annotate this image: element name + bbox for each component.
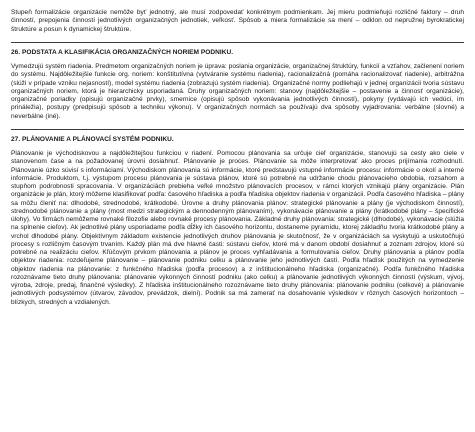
section-26-heading: 26. PODSTATA A KLASIFIKÁCIA ORGANIZAČNÝCH NORIEM PODNIKU. [11, 48, 234, 56]
section-26-body: Vymedzujú systém riadenia. Predmetom organizačných noriem je úprava: poslania organizácie, organizačnej štruktúry, funkcií a vzťahov, začlenení noriem do systému. Najdôležitejšie funkcie org. noriem: konštitutívna (vytváranie systému riadenia), racionalizačná (pomáha racionalizovať riadenie), arbitrážna (slúži v prípade vzniku nejasností), model systému riadenia (zobrazujú systém riadenia). Organizačné normy podliehajú v jednej organizácii tvoria sústavu organizačných noriem, ktorá je hierarchicky usporiadaná. Druhy organizačných noriem: stanovy (najdôležitejšie – postavenie a činnosť organizácie), organizačné poriadky (opisujú organizačné prvky), smernice (opisujú spôsob vykonávania jednotlivých činností), pokyny (vydávajú ich vedúci, im prináležia), postupy (predpisujú spôsob a techniku výkonu). V organizačných normách sa používajú dva spôsoby vyjadrovania: verbálne (slovné) a neverbálne (iné). [11, 63, 464, 120]
intro-paragraph: Stupeň formalizácie organizácie nemôže byť jednotný, ale musí zodpovedať konkrétnym podmienkam. Jej mieru podmieňujú rozličné faktory – druh činností, prepojenia činností jednotlivých organizačných jednotiek, veľkosť. Spôsob a miera formalizácie sa mení – odklon od nepružnej byrokratickej štruktúre a posun k dynamickej štruktúre. [11, 9, 464, 33]
section-27-heading: 27. PLÁNOVANIE A PLÁNOVACÍ SYSTÉM PODNIKU. [11, 135, 174, 143]
section-27-body: Plánovanie je východiskovou a najdôležitejšou funkciou v riadení. Pomocou plánovania sa určuje cieľ organizácie, stanovujú sa cesty ako ciele v stanovenom čase a na požadovanej úrovni dosiahnuť. Plánovanie je proces. Plánovanie sa môže interpretovať ako proces prijímania rozhodnutí. Plánovanie úzko súvisí s informáciami. Východiskom plánovania sú informácie, ktoré predstavujú vstupné informácie procesu: informácie o okolí a interné informácie. Produktom, t.j. výstupom procesu plánovania je sústava plánov, ktoré sú potrebné na udržanie chodu plánovacieho obdobia, rozsahom a stupňom podrobnosti spracovania. V organizáciách prebieha veľké množstvo plánovacích procesov, v rámci ktorých vznikajú plány organizácie. Plán organizácie je plán, ktorý môžeme klasifikovať podľa: časového hľadiska a podľa hľadiska objektov riadenia v organizácii. Podľa časového hľadiska – plány sa môžu členiť na: dlhodobé, strednodobé, krátkodobé. Úrovne a druhy plánovania plánov: strategické plánovanie a plány (je východiskom činností), strednodobé plánovanie a plány (most medzi strategickým a dennodenným plánovaním), vykonávacie plánovanie a plány (krátkodobé plány – špecifické úlohy). Vo firmách nemôžeme rovnaké filozofie alebo rovnaké procesy plánovania. Základné druhy plánovania: strategické (dlhodobé), vykonávacie (slúžia na splnenie cieľov). Ak jednotlivé plány usporiadame podľa dĺžky ich časového horizontu, dostaneme pyramídu, ktorej základňu tvoria krátkodobé plány a vrchol dlhodobé plány. Objektívnym základom existencie jednotlivých druhov plánovania je skutočnosť, že v organizáciách sa vyskytujú a uskutočňujú procesy s rozličným časovým trvaním. Každý plán má dve hlavné časti: sústavu cieľov, ktoré má v danom období dosiahnuť a zoznam zdrojov, ktoré sú potrebné na realizáciu cieľov. Kľúčovým prvkom plánovania a plánov je proces vyhľadávania a formulovania cieľov. Druhy plánovania a plánov podľa objektov riadenia: rozdeľujeme plánovanie – plánovanie podniku celku a plánovanie jeho jednotlivých častí. Podľa hľadísk použitých na vymedzenie objektov riadenia na plánovanie: z funkčného hľadiska (podľa procesov) a z inštitucionálneho hľadiska (organizačné). Podľa funkčného hľadiska rozoznávame tieto druhy plánovania: plánovanie výkonných činností podniku (ako celku) a plánovanie jednotlivých výkonných činností (výskum, vývoj, výroba, zdroje, predaj, finančné výsledky). Z hľadiska inštitucionálneho rozoznávame tieto druhy plánovania: plánovanie podniku (celkové) a plánovanie jednotlivých podsystémov (útvarov, závodov, prevádzok, dielní). Podnik sa má zamerať na dosahovanie výsledkov v rôznych časových horizontoch – blízkych, stredných a vzdialených. [11, 150, 464, 306]
